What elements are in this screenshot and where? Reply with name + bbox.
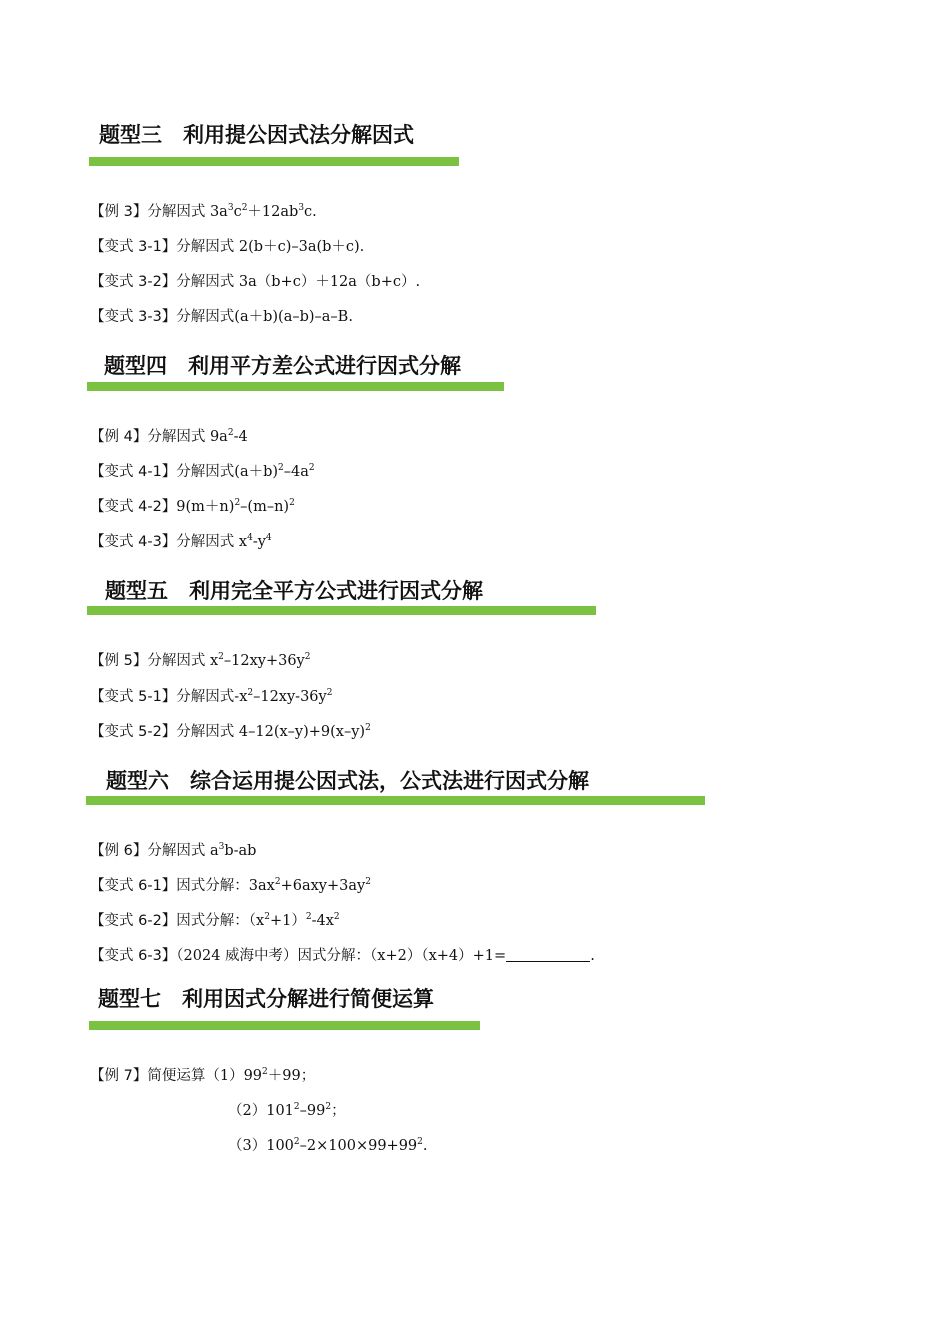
- text-segment: 分解因式 2(b＋c)–3a(b＋c).: [176, 239, 365, 255]
- variant-6-1: [90, 876, 371, 896]
- item-text: [176, 913, 339, 929]
- text-segment: 因式分解：（x: [176, 913, 265, 929]
- item-tag: 【变式 5-1】: [90, 689, 177, 705]
- exponent: 2: [365, 723, 371, 733]
- text-segment: 分解因式(a＋b): [176, 464, 279, 480]
- exponent: 2: [234, 498, 241, 508]
- text-segment: 分解因式 x: [176, 534, 248, 550]
- exponent: 2: [293, 1137, 300, 1147]
- item-tag: 【变式 4-2】: [90, 499, 177, 515]
- item-text: [176, 948, 595, 964]
- exponent: 2: [247, 688, 254, 698]
- exponent: 2: [218, 652, 224, 662]
- example-5: [90, 651, 310, 671]
- text-segment: -4x: [311, 913, 334, 929]
- text-segment: +1）: [269, 913, 306, 929]
- text-segment: –99: [299, 1103, 326, 1119]
- item-tag: 【变式 5-2】: [90, 724, 177, 740]
- text-segment: 简便运算（1）99: [147, 1068, 263, 1084]
- item-tag: 【变式 4-3】: [90, 534, 177, 550]
- exponent: 2: [274, 877, 281, 887]
- exponent: 2: [227, 428, 234, 438]
- example-6: [90, 841, 256, 861]
- text-segment: ＋12ab: [247, 204, 299, 220]
- text-segment: 分解因式 x: [147, 653, 219, 669]
- section-underline-3: [89, 157, 459, 166]
- text-segment: 分解因式 9a: [147, 429, 228, 445]
- exponent: 2: [289, 498, 295, 508]
- text-segment: 9(m＋n): [176, 499, 235, 515]
- text-segment: –4a: [283, 464, 309, 480]
- item-tag: 【变式 6-1】: [90, 878, 177, 894]
- item-tag: 【例 4】: [90, 429, 148, 445]
- variant-4-2: [90, 497, 295, 517]
- variant-5-1: [90, 687, 332, 707]
- text-segment: 分解因式-x: [176, 689, 248, 705]
- exponent: 2: [326, 688, 333, 698]
- text-segment: 分解因式 3a: [147, 204, 228, 220]
- section-heading-5: 题型五 利用完全平方公式进行因式分解: [105, 579, 483, 603]
- section-underline-6: [86, 796, 705, 805]
- item-text: [176, 689, 332, 705]
- exponent: 3: [218, 842, 225, 852]
- text-segment: 因式分解：3ax: [176, 878, 275, 894]
- text-segment: –(m–n): [240, 499, 290, 515]
- variant-3-3: [90, 307, 353, 327]
- item-tag: 【变式 3-1】: [90, 239, 177, 255]
- text-segment: 分解因式 4–12(x–y)+9(x–y): [176, 724, 366, 740]
- item-text: [176, 499, 295, 515]
- exponent: 4: [247, 533, 253, 543]
- exponent: 2: [304, 652, 311, 662]
- item-text: [176, 464, 314, 480]
- section-heading-7: 题型七 利用因式分解进行简便运算: [98, 987, 434, 1011]
- variant-6-3: [90, 946, 595, 966]
- text-segment: ＋99；: [267, 1068, 316, 1084]
- exponent: 3: [298, 203, 305, 213]
- item-text: [176, 239, 364, 255]
- variant-3-1: [90, 237, 364, 257]
- text-segment: –2×100×99+99: [299, 1138, 418, 1154]
- variant-5-2: [90, 722, 371, 742]
- item-tag: 【例 7】: [90, 1068, 148, 1084]
- section-heading-3: 题型三 利用提公因式法分解因式: [99, 123, 414, 147]
- text-segment: ；: [331, 1103, 346, 1119]
- item-text: [147, 1068, 315, 1084]
- text-segment: b-ab: [224, 843, 257, 859]
- text-segment: 分解因式 a: [147, 843, 219, 859]
- section-heading-4: 题型四 利用平方差公式进行因式分解: [104, 354, 461, 378]
- text-segment: -4: [233, 429, 248, 445]
- item-text: [176, 724, 371, 740]
- example-4: [90, 427, 248, 447]
- variant-4-3: [90, 532, 272, 552]
- item-tag: 【变式 6-3】: [90, 948, 177, 964]
- text-segment: -y: [252, 534, 266, 550]
- text-segment: –12xy-36y: [253, 689, 327, 705]
- variant-6-2: [90, 911, 340, 931]
- example-7: [90, 1066, 315, 1086]
- item-text: [176, 534, 271, 550]
- variant-3-2: [90, 272, 420, 292]
- example-7-part-3: [228, 1136, 428, 1156]
- variant-4-1: [90, 462, 315, 482]
- text-segment: .: [422, 1138, 428, 1154]
- item-text: [176, 274, 420, 290]
- text-segment: （3）100: [228, 1138, 294, 1154]
- exponent: 4: [265, 533, 272, 543]
- section-heading-6: 题型六 综合运用提公因式法，公式法进行因式分解: [106, 769, 589, 793]
- text-segment: c: [233, 204, 242, 220]
- item-tag: 【变式 3-3】: [90, 309, 177, 325]
- exponent: 2: [278, 463, 284, 473]
- item-text: [228, 1138, 428, 1154]
- text-segment: +6axy+3ay: [280, 878, 366, 894]
- exponent: 2: [365, 877, 371, 887]
- exponent: 2: [305, 912, 312, 922]
- exponent: 2: [308, 463, 315, 473]
- item-tag: 【变式 4-1】: [90, 464, 177, 480]
- section-underline-7: [89, 1021, 480, 1030]
- text-segment: c.: [304, 204, 317, 220]
- item-text: [147, 429, 247, 445]
- section-underline-5: [87, 606, 596, 615]
- text-segment: （2）101: [228, 1103, 294, 1119]
- exponent: 2: [262, 1067, 268, 1077]
- item-text: [176, 309, 353, 325]
- item-tag: 【例 3】: [90, 204, 148, 220]
- answer-blank[interactable]: [506, 947, 590, 962]
- exponent: 2: [417, 1137, 423, 1147]
- item-tag: 【变式 3-2】: [90, 274, 177, 290]
- text-segment: –12xy+36y: [223, 653, 305, 669]
- exponent: 2: [293, 1102, 300, 1112]
- item-tag: 【例 5】: [90, 653, 148, 669]
- exponent: 2: [333, 912, 340, 922]
- item-text: [147, 204, 316, 220]
- section-underline-4: [87, 382, 504, 391]
- exponent: 3: [227, 203, 234, 213]
- example-7-part-2: [228, 1101, 346, 1121]
- item-text: [228, 1103, 346, 1119]
- item-tag: 【例 6】: [90, 843, 148, 859]
- text-segment: 分解因式(a＋b)(a–b)–a–B.: [176, 309, 353, 325]
- example-3: [90, 202, 317, 222]
- exponent: 2: [241, 203, 248, 213]
- text-segment: .: [590, 948, 595, 964]
- text-segment: 分解因式 3a（b+c）＋12a（b+c）.: [176, 274, 421, 290]
- exponent: 2: [264, 912, 270, 922]
- item-text: [176, 878, 371, 894]
- text-segment: （2024 威海中考）因式分解：（x+2）（x+4）+1=: [176, 948, 507, 964]
- exponent: 2: [325, 1102, 332, 1112]
- item-text: [147, 653, 310, 669]
- item-tag: 【变式 6-2】: [90, 913, 177, 929]
- item-text: [147, 843, 256, 859]
